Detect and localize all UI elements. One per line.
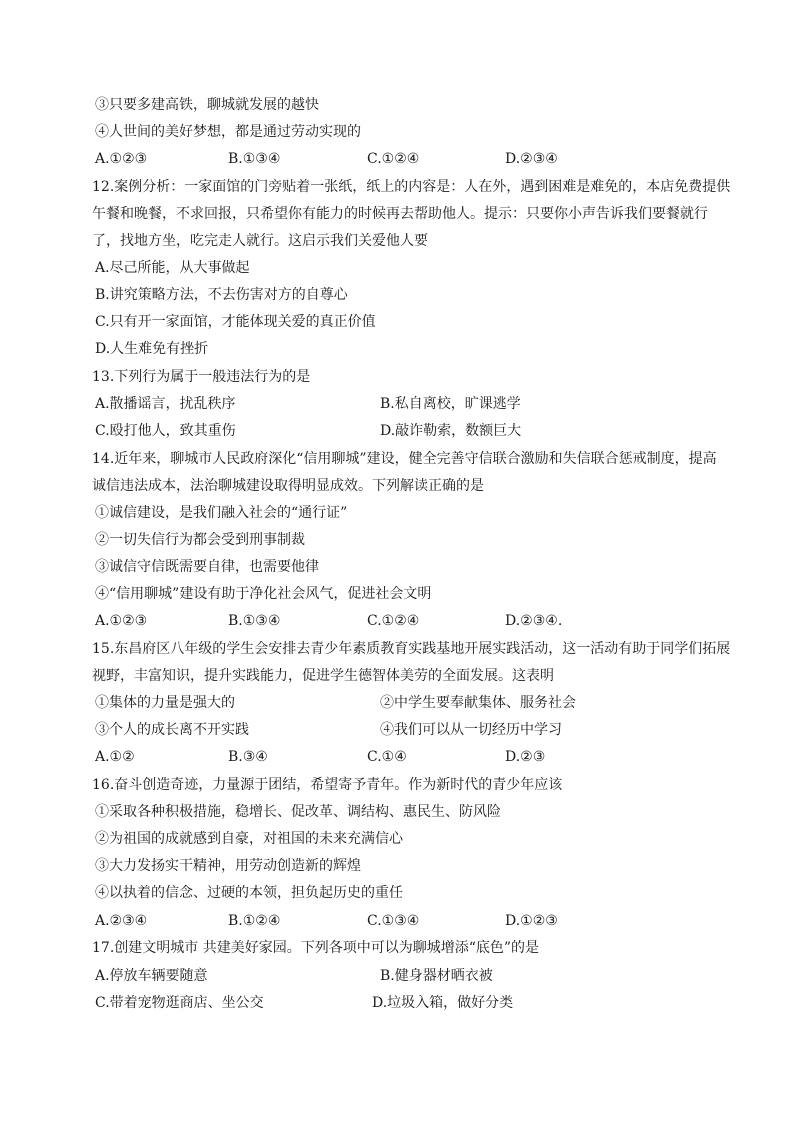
q12-option-c: C.只有开一家面馆，才能体现关爱的真正价值	[95, 314, 376, 330]
q15-stem-line-2: 视野，丰富知识，提升实践能力，促进学生德智体美劳的全面发展。这表明	[92, 668, 554, 684]
q13-stem: 13.下列行为属于一般违法行为的是	[92, 369, 311, 385]
q12-option-a: A.尽己所能，从大事做起	[95, 260, 250, 276]
q11-choice-a: A.①②③	[95, 151, 148, 167]
q12-option-b: B.讲究策略方法，不去伤害对方的自尊心	[95, 287, 348, 303]
q16-item-2: ②为祖国的成就感到自豪，对祖国的未来充满信心	[95, 831, 403, 847]
q13-option-c: C.殴打他人，致其重伤	[95, 423, 236, 439]
q14-item-4: ④“信用聊城”建设有助于净化社会风气，促进社会文明	[95, 586, 432, 602]
q12-stem-line-2: 午餐和晚餐，不求回报，只希望你有能力的时候再去帮助他人。提示：只要你小声告诉我们要餐就行	[92, 206, 708, 222]
q16-item-4: ④以执着的信念、过硬的本领，担负起历史的重任	[95, 885, 403, 901]
q12-stem-line-3: 了，找地方坐，吃完走人就行。这启示我们关爱他人要	[92, 233, 428, 249]
q14-item-1: ①诚信建设，是我们融入社会的“通行证”	[95, 505, 348, 521]
q16-choice-d: D.①②③	[505, 913, 558, 929]
q11-choice-c: C.①②④	[367, 151, 420, 167]
q16-item-3: ③大力发扬实干精神，用劳动创造新的辉煌	[95, 858, 361, 874]
q11-item-3: ③只要多建高铁，聊城就发展的越快	[95, 97, 319, 113]
q16-choice-b: B.①②④	[228, 913, 281, 929]
q15-item-4: ④我们可以从一切经历中学习	[380, 722, 562, 738]
q14-choice-d: D.②③④.	[505, 613, 563, 629]
q15-item-1: ①集体的力量是强大的	[95, 695, 235, 711]
q11-choice-b: B.①③④	[228, 151, 281, 167]
q14-stem-line-1: 14.近年来，聊城市人民政府深化“信用聊城”建设，健全完善守信联合激励和失信联合惩戒制度，提高	[92, 451, 717, 467]
q16-stem: 16.奋斗创造奇迹，力量源于团结，希望寄予青年。作为新时代的青少年应该	[92, 777, 563, 793]
q11-item-4: ④人世间的美好梦想，都是通过劳动实现的	[95, 124, 361, 140]
q17-option-c: C.带着宠物逛商店、坐公交	[95, 995, 264, 1011]
q14-choice-a: A.①②③	[95, 613, 148, 629]
q15-item-2: ②中学生要奉献集体、服务社会	[380, 695, 576, 711]
q14-item-3: ③诚信守信既需要自律，也需要他律	[95, 559, 319, 575]
q15-choice-b: B.③④	[228, 749, 268, 765]
q15-choice-a: A.①②	[95, 749, 135, 765]
q13-option-b: B.私自离校，旷课逃学	[380, 396, 521, 412]
q17-stem: 17.创建文明城市 共建美好家园。下列各项中可以为聊城增添“底色”的是	[92, 940, 540, 956]
q14-item-2: ②一切失信行为都会受到刑事制裁	[95, 532, 305, 548]
q12-option-d: D.人生难免有挫折	[95, 341, 209, 357]
q17-option-b: B.健身器材晒衣被	[380, 968, 493, 984]
q13-option-d: D.敲诈勒索，数额巨大	[380, 423, 522, 439]
q14-choice-c: C.①②④	[367, 613, 420, 629]
q14-choice-b: B.①③④	[228, 613, 281, 629]
q17-option-a: A.停放车辆要随意	[95, 968, 208, 984]
q16-choice-c: C.①③④	[367, 913, 420, 929]
q15-item-3: ③个人的成长离不开实践	[95, 722, 249, 738]
q14-stem-line-2: 诚信违法成本，法治聊城建设取得明显成效。下列解读正确的是	[92, 478, 484, 494]
q13-option-a: A.散播谣言，扰乱秩序	[95, 396, 236, 412]
q15-choice-d: D.②③	[505, 749, 546, 765]
q15-stem-line-1: 15.东昌府区八年级的学生会安排去青少年素质教育实践基地开展实践活动，这一活动有助于同学们拓展	[92, 641, 731, 657]
q16-choice-a: A.②③④	[95, 913, 148, 929]
q16-item-1: ①采取各种积极措施，稳增长、促改革、调结构、惠民生、防风险	[95, 804, 501, 820]
q17-option-d: D.垃圾入箱，做好分类	[372, 995, 514, 1011]
q11-choice-d: D.②③④	[505, 151, 558, 167]
q12-stem-line-1: 12.案例分析：一家面馆的门旁贴着一张纸，纸上的内容是：人在外，遇到困难是难免的，本店免费提供	[92, 179, 731, 195]
q15-choice-c: C.①④	[367, 749, 407, 765]
